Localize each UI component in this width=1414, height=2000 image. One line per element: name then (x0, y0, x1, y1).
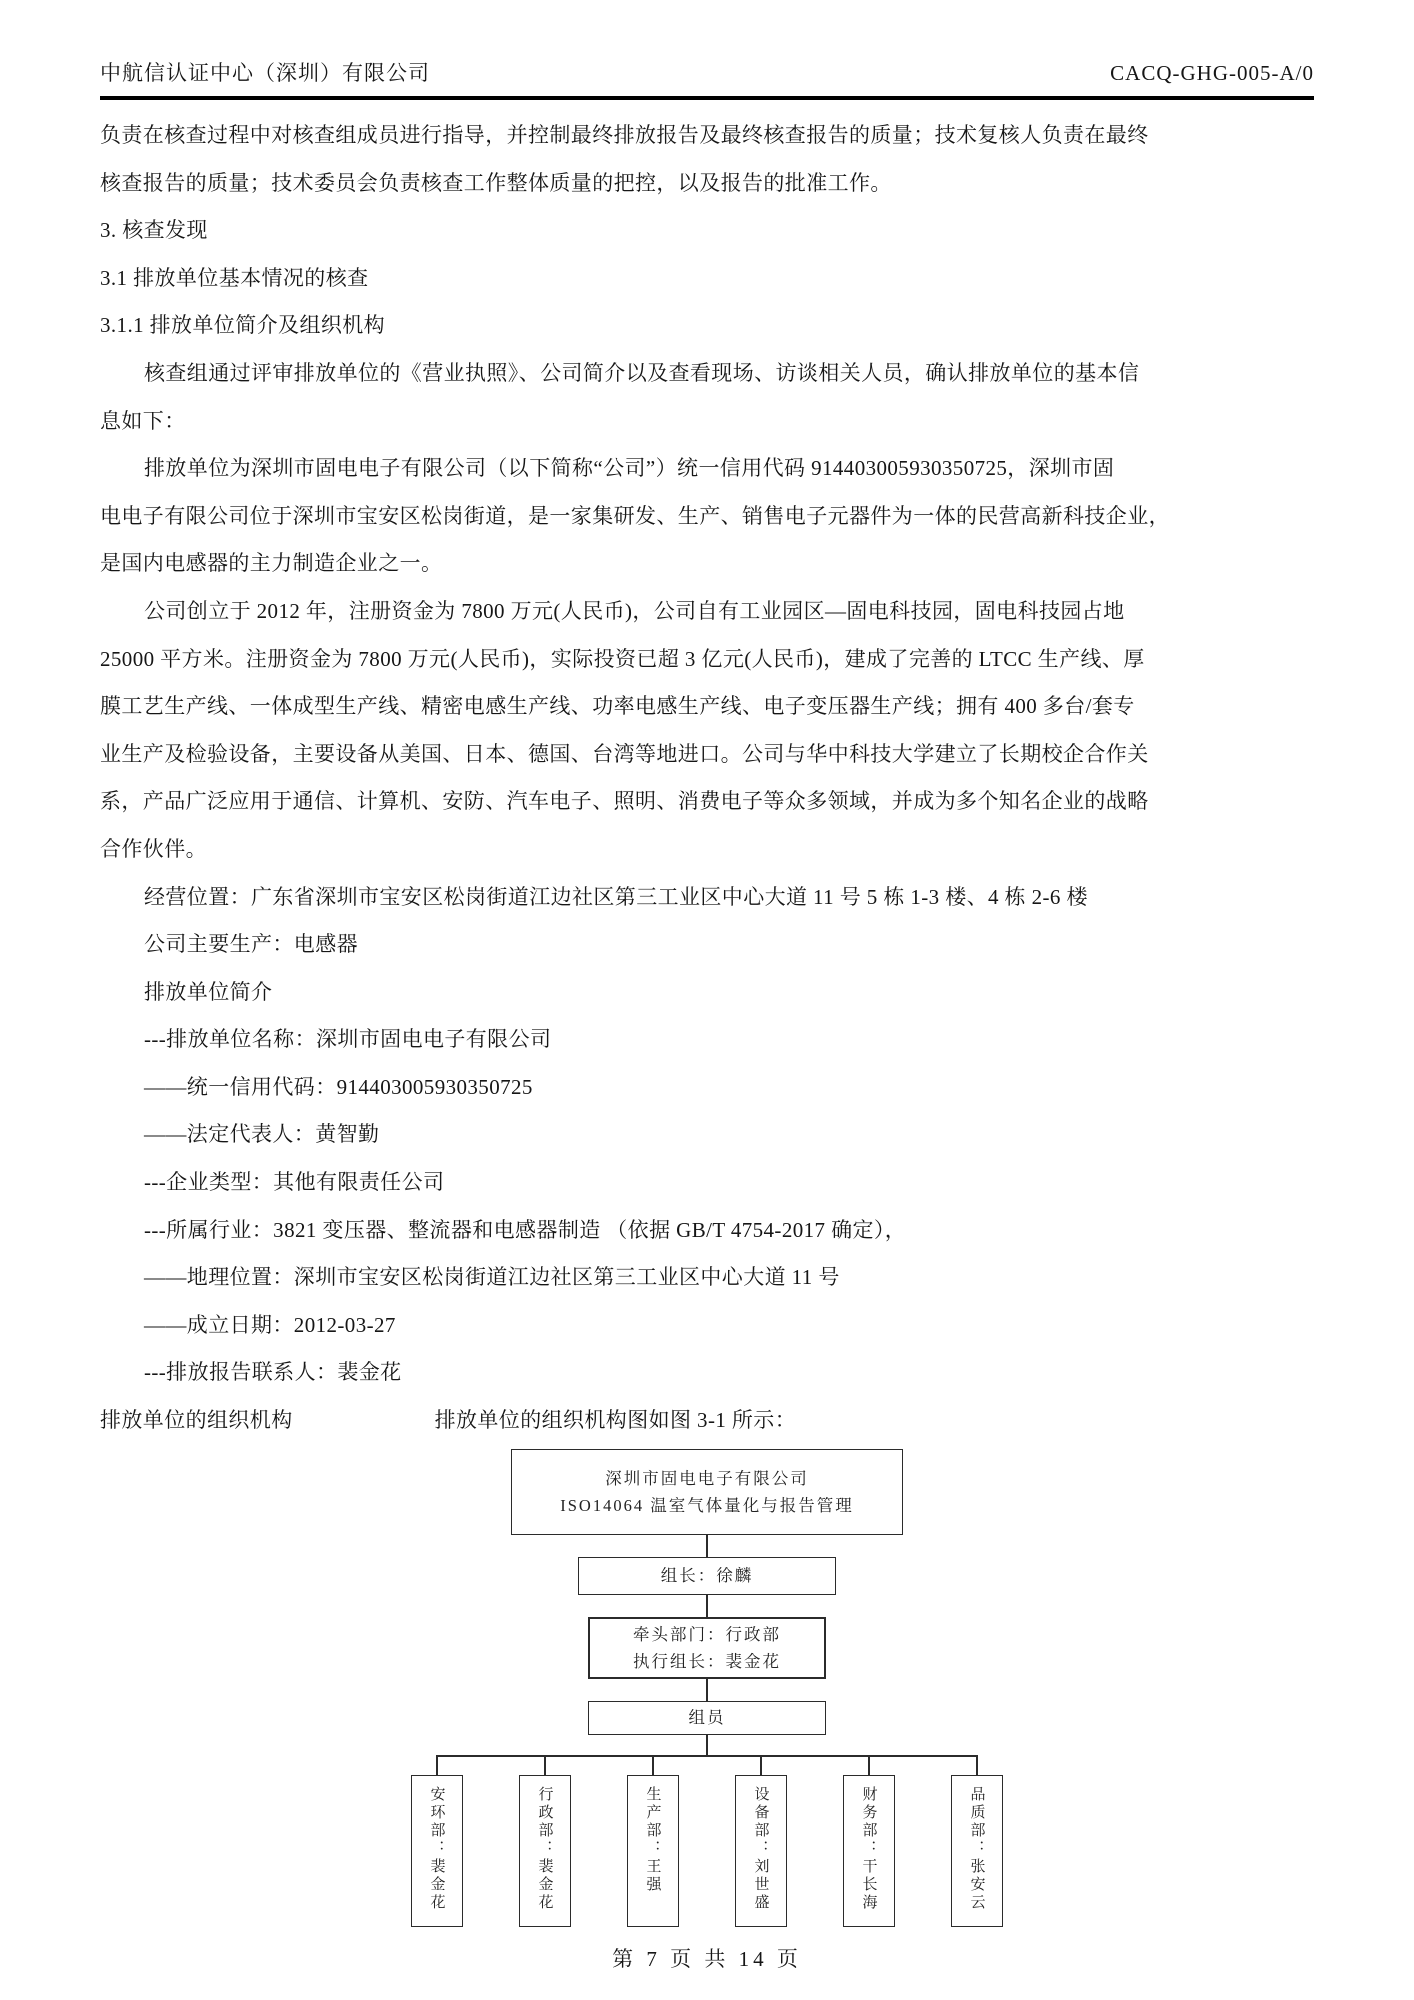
org-leader-label: 组长：徐麟 (660, 1566, 754, 1586)
header-company-name: 中航信认证中心（深圳）有限公司 (100, 61, 430, 85)
org-leaf-row (383, 1755, 1031, 1927)
org-lead-dept-line1: 牵头部门：行政部 (633, 1624, 781, 1644)
org-root-box (511, 1449, 903, 1535)
org-leaf-column (923, 1755, 1031, 1927)
org-department-box: 安环部：裴金花 (411, 1775, 463, 1927)
org-leaf-column (383, 1755, 491, 1927)
text-line: 是国内电感器的主力制造企业之一。 (100, 551, 443, 576)
text-line: 负责在核查过程中对核查组成员进行指导，并控制最终排放报告及最终核查报告的质量；技术复核人负责在最终 (100, 123, 1149, 147)
org-leaf-column (491, 1755, 599, 1927)
page-number: 第 7 页 共 14 页 (612, 1946, 802, 1971)
org-department-box: 生产部：王强 (627, 1775, 679, 1927)
text-line: 排放单位简介 (144, 979, 273, 1004)
connector-line (436, 1755, 438, 1775)
org-root-line1: 深圳市固电电子有限公司 (605, 1468, 809, 1488)
text-line: ——地理位置：深圳市宝安区松岗街道江边社区第三工业区中心大道 11 号 (144, 1265, 840, 1290)
org-department-box: 财务部：干长海 (843, 1775, 895, 1927)
text-line: 系，产品广泛应用于通信、计算机、安防、汽车电子、照明、消费电子等众多领域，并成为多个知名企业的战略 (100, 789, 1149, 814)
connector-line (760, 1755, 762, 1775)
text-line: 电电子有限公司位于深圳市宝安区松岗街道，是一家集研发、生产、销售电子元器件为一体的民营高新科技企业， (100, 503, 1170, 528)
connector-line (652, 1755, 654, 1775)
org-department-box: 品质部：张安云 (951, 1775, 1003, 1927)
text-line: ——法定代表人：黄智勤 (144, 1122, 380, 1147)
text-line: 3.1.1 排放单位简介及组织机构 (100, 313, 386, 338)
org-lead-dept-box (588, 1617, 826, 1679)
text-line: 息如下： (100, 408, 186, 433)
connector-line (976, 1755, 978, 1775)
connector-line (706, 1679, 708, 1701)
org-department-box: 行政部：裴金花 (519, 1775, 571, 1927)
text-line: 核查报告的质量；技术委员会负责核查工作整体质量的把控，以及报告的批准工作。 (100, 170, 892, 195)
text-line: ---排放单位名称：深圳市固电电子有限公司 (144, 1027, 552, 1052)
text-line: ---所属行业：3821 变压器、整流器和电感器制造 （依据 GB/T 4754-2017 确定）， (144, 1217, 907, 1242)
org-leaf-section (383, 1755, 1031, 1927)
connector-line (544, 1755, 546, 1775)
text-line: 膜工艺生产线、一体成型生产线、精密电感生产线、功率电感生产线、电子变压器生产线；拥有 400 多台/套专 (100, 694, 1135, 719)
header-rule (100, 96, 1314, 100)
text-line: ——成立日期：2012-03-27 (144, 1312, 396, 1337)
org-root-line2: ISO14064 温室气体量化与报告管理 (560, 1495, 854, 1515)
org-leaf-column (815, 1755, 923, 1927)
org-figure-reference: 排放单位的组织机构图如图 3-1 所示： (434, 1408, 797, 1433)
org-leaf-column (599, 1755, 707, 1927)
org-lead-dept-line2: 执行组长：裴金花 (633, 1651, 781, 1671)
page-header (100, 56, 1314, 90)
body-lines (100, 112, 1314, 1397)
header-document-code: CACQ-GHG-005-A/0 (1110, 61, 1314, 85)
connector-line (706, 1535, 708, 1557)
org-chart (377, 1449, 1037, 1927)
text-line: 3.1 排放单位基本情况的核查 (100, 265, 369, 290)
text-line: 排放单位为深圳市固电电子有限公司（以下简称“公司”）统一信用代码 914403005930350725，深圳市固 (144, 456, 1115, 481)
connector-line (868, 1755, 870, 1775)
text-line: 25000 平方米。注册资金为 7800 万元(人民币)，实际投资已超 3 亿元(人民币)，建成了完善的 LTCC 生产线、厚 (100, 646, 1145, 671)
connector-line (437, 1755, 977, 1757)
text-line: ---排放报告联系人：裴金花 (144, 1360, 402, 1385)
text-line: 公司主要生产：电感器 (144, 932, 358, 957)
org-department-box: 设备部：刘世盛 (735, 1775, 787, 1927)
text-line: ——统一信用代码：914403005930350725 (144, 1074, 533, 1099)
org-structure-label: 排放单位的组织机构 (100, 1408, 293, 1433)
org-leader-box (578, 1557, 836, 1595)
org-structure-caption-row (100, 1397, 1314, 1445)
text-line: ---企业类型：其他有限责任公司 (144, 1170, 445, 1195)
text-line: 合作伙伴。 (100, 836, 207, 861)
text-line: 公司创立于 2012 年，注册资金为 7800 万元(人民币)，公司自有工业园区—固电科技园，固电科技园占地 (144, 598, 1125, 623)
connector-line (706, 1595, 708, 1617)
text-line: 业生产及检验设备，主要设备从美国、日本、德国、台湾等地进口。公司与华中科技大学建立了长期校企合作关 (100, 741, 1149, 766)
org-members-box (588, 1701, 826, 1735)
connector-line (706, 1735, 708, 1755)
org-members-label: 组员 (688, 1708, 726, 1728)
org-leaf-column (707, 1755, 815, 1927)
text-line: 3. 核查发现 (100, 218, 208, 243)
text-line: 经营位置：广东省深圳市宝安区松岗街道江边社区第三工业区中心大道 11 号 5 栋 1-3 楼、4 栋 2-6 楼 (144, 884, 1088, 909)
text-line: 核查组通过评审排放单位的《营业执照》、公司简介以及查看现场、访谈相关人员，确认排放单位的基本信 (144, 360, 1140, 385)
